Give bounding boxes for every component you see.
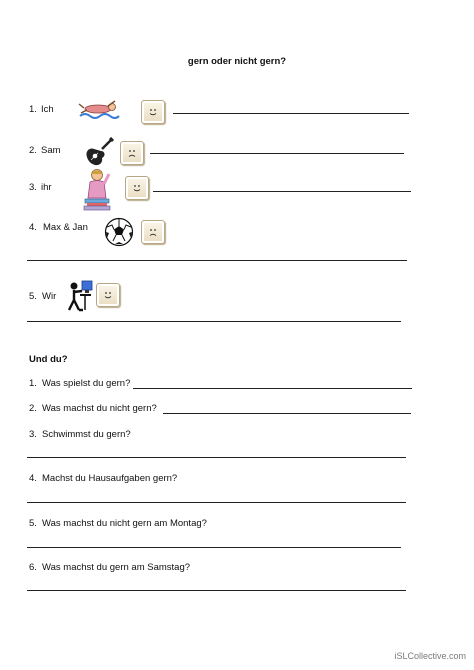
question-text: Was machst du nicht gern? (42, 403, 157, 414)
question-text: Machst du Hausaufgaben gern? (42, 473, 178, 484)
item-subject: ihr (41, 182, 52, 193)
happy-face-icon (141, 100, 165, 124)
answer-line[interactable] (27, 547, 401, 548)
homework-woman-icon (82, 168, 112, 212)
question-number: 4. (29, 473, 37, 484)
item-number: 3. (29, 182, 37, 193)
guitar-icon (84, 137, 114, 167)
answer-line[interactable] (27, 321, 401, 322)
footer-watermark: iSLCollective.com (394, 651, 466, 661)
question-number: 1. (29, 378, 37, 389)
swimmer-icon (78, 99, 120, 121)
answer-line[interactable] (27, 590, 406, 591)
question-text: Was spielst du gern? (42, 378, 131, 389)
answer-line[interactable] (27, 457, 406, 458)
section-heading: Und du? (29, 354, 68, 365)
question-text: Schwimmst du gern? (42, 429, 131, 440)
soccer-ball-icon (104, 217, 134, 247)
answer-line[interactable] (27, 502, 406, 503)
question-number: 3. (29, 429, 37, 440)
item-subject: Max & Jan (43, 222, 88, 233)
answer-line[interactable] (173, 113, 409, 114)
question-number: 5. (29, 518, 37, 529)
item-subject: Ich (41, 104, 54, 115)
answer-line[interactable] (150, 153, 404, 154)
item-number: 1. (29, 104, 37, 115)
item-subject: Wir (42, 291, 57, 302)
answer-line[interactable] (153, 191, 411, 192)
item-number: 5. (29, 291, 37, 302)
item-number: 2. (29, 145, 37, 156)
sad-face-icon (141, 220, 165, 244)
question-number: 2. (29, 403, 37, 414)
question-text: Was machst du nicht gern am Montag? (42, 518, 207, 529)
answer-line[interactable] (133, 388, 412, 389)
worksheet-title: gern oder nicht gern? (187, 56, 287, 67)
question-number: 6. (29, 562, 37, 573)
sad-face-icon (120, 141, 144, 165)
computer-user-icon (66, 280, 94, 312)
happy-face-icon (125, 176, 149, 200)
happy-face-icon (96, 283, 120, 307)
question-text: Was machst du gern am Samstag? (42, 562, 191, 573)
item-subject: Sam (41, 145, 61, 156)
answer-line[interactable] (163, 413, 411, 414)
item-number: 4. (29, 222, 37, 233)
answer-line[interactable] (27, 260, 407, 261)
